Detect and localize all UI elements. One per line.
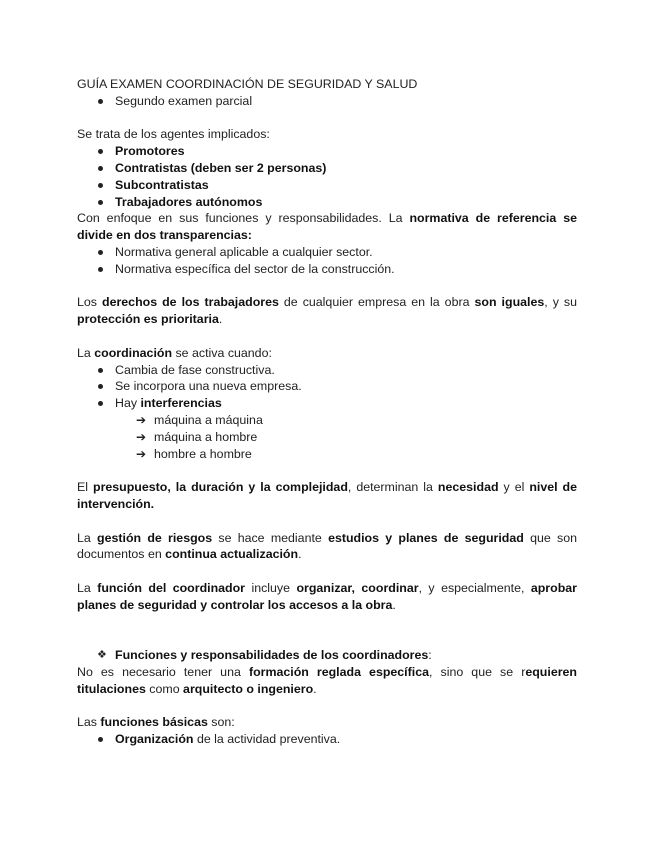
- agents-intro: Se trata de los agentes implicados:: [77, 127, 270, 142]
- bullet-icon: [98, 368, 103, 373]
- arrow-icon: ➔: [136, 412, 147, 427]
- bullet-icon: [98, 250, 103, 255]
- bullet-icon: [98, 166, 103, 171]
- list-item: Normativa específica del sector de la construcción.: [77, 261, 577, 278]
- budget-paragraph: El presupuesto, la duración y la complejidad, determinan la necesidad y el nivel de intervención.: [77, 480, 578, 511]
- basic-functions-paragraph: Las funciones básicas son:: [77, 715, 235, 730]
- document-page: [77, 76, 577, 748]
- bullet-icon: [98, 267, 103, 272]
- list-item: Organización de la actividad preventiva.: [77, 731, 577, 748]
- bullet-icon: [98, 183, 103, 188]
- bullet-icon: [98, 149, 103, 154]
- arrow-icon: ➔: [136, 446, 147, 461]
- section-heading: ❖ Funciones y responsabilidades de los coordinadores:: [97, 648, 432, 663]
- document-title: GUÍA EXAMEN COORDINACIÓN DE SEGURIDAD Y SALUD: [77, 77, 418, 91]
- arrow-icon: ➔: [136, 429, 147, 444]
- bullet-icon: [98, 401, 103, 406]
- risk-paragraph: La gestión de riesgos se hace mediante estudios y planes de seguridad que son documentos en continua actualización.: [77, 530, 577, 562]
- diamond-bullet-icon: ❖: [97, 649, 107, 662]
- list-item: Normativa general aplicable a cualquier sector.: [77, 244, 577, 261]
- rights-paragraph: Los derechos de los trabajadores de cualquier empresa en la obra son iguales, y su protección es prioritaria.: [77, 295, 578, 327]
- coordination-list: [77, 362, 577, 412]
- list-item: ➔ máquina a hombre: [136, 429, 258, 444]
- focus-paragraph: Con enfoque en sus funciones y responsabilidades. La normativa de referencia se divide en dos transparencias:: [77, 211, 577, 243]
- coordination-paragraph: La coordinación se activa cuando:: [77, 345, 272, 360]
- list-item: Subcontratistas: [77, 177, 577, 194]
- list-item: Segundo examen parcial: [77, 93, 577, 110]
- bullet-icon: [98, 737, 103, 742]
- list-item: Promotores: [77, 143, 577, 160]
- bullet-icon: [98, 384, 103, 389]
- bullet-icon: [98, 200, 103, 205]
- title-bullet-list: [77, 93, 577, 110]
- list-item: Trabajadores autónomos: [77, 194, 577, 211]
- list-item: Cambia de fase constructiva.: [77, 362, 577, 379]
- list-item: ➔ máquina a máquina: [136, 412, 263, 427]
- list-item: Se incorpora una nueva empresa.: [77, 378, 577, 395]
- basic-functions-list: [77, 731, 577, 748]
- list-item: Hay interferencias: [77, 395, 577, 412]
- list-item: ➔ hombre a hombre: [136, 446, 252, 461]
- agents-list: [77, 143, 577, 210]
- bullet-icon: [98, 99, 103, 104]
- interferencias-list: [77, 412, 577, 462]
- list-item: Contratistas (deben ser 2 personas): [77, 160, 577, 177]
- training-paragraph: No es necesario tener una formación reglada específica, sino que se requieren titulaciones como arquitecto o ingeniero.: [77, 664, 577, 696]
- function-paragraph: La función del coordinador incluye organizar, coordinar, y especialmente, aprobar planes de seguridad y controlar los accesos a la obra.: [77, 580, 577, 612]
- normativas-list: [77, 244, 577, 278]
